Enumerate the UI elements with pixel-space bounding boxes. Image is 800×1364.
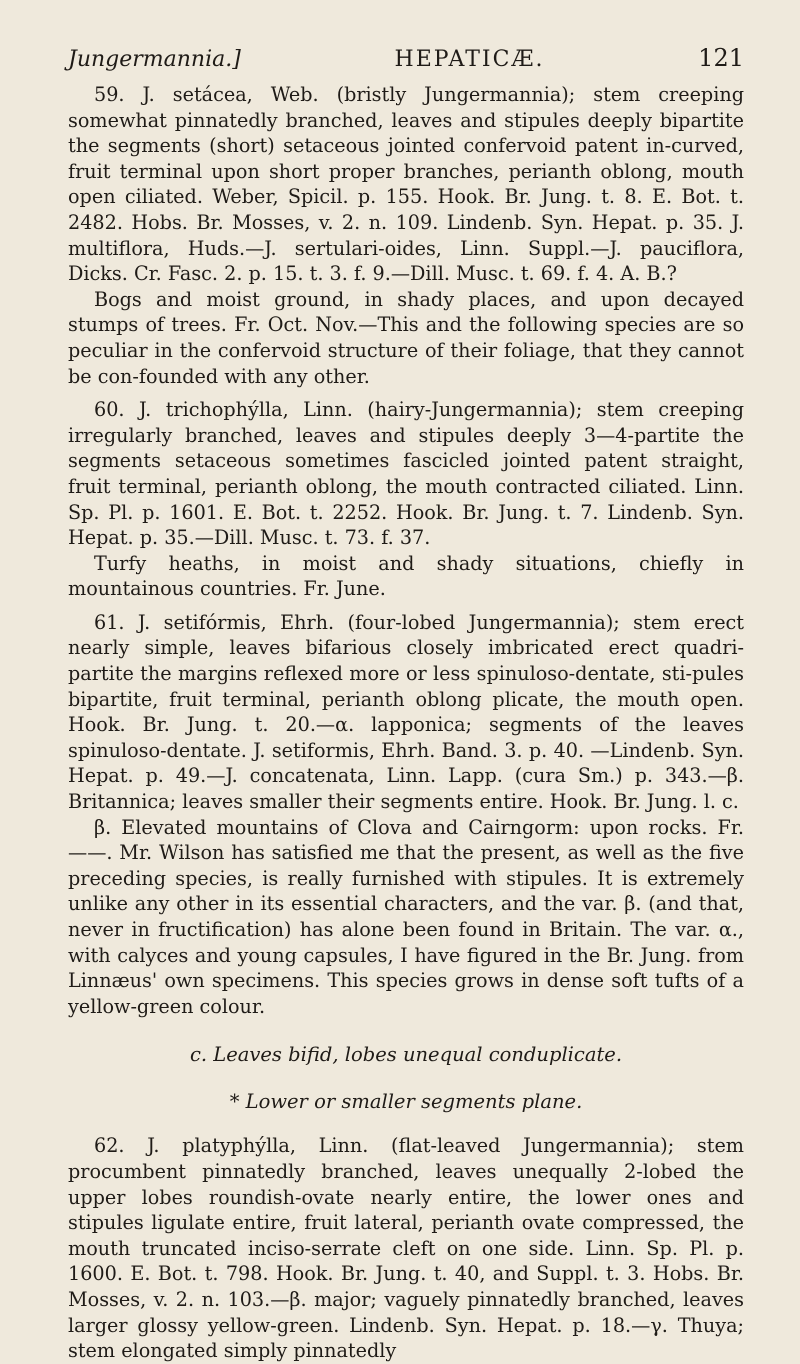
species-59-description: 59. J. setácea, Web. (bristly Jungermannia); stem creeping somewhat pinnatedly branched, leaves and stipules deeply bipartite the segments (short) setaceous jointed confervoid patent in-curved, fruit terminal upon short proper branches, perianth oblong, mouth open ciliated. Weber, Spicil. p. 155. Hook. Br. Jung. t. 8. E. Bot. t. 2482. Hobs. Br. Mosses, v. 2. n. 109. Lindenb. Syn. Hepat. p. 35. J. multiflora, Huds.—J. sertulari-oides, Linn. Suppl.—J. pauciflora, Dicks. Cr. Fasc. 2. p. 15. t. 3. f. 9.—Dill. Musc. t. 69. f. 4. A. B.? [68, 83, 744, 286]
species-60-habitat: Turfy heaths, in moist and shady situations, chiefly in mountainous countries. Fr. June. [68, 551, 744, 601]
species-62-description: 62. J. platyphýlla, Linn. (flat-leaved Jungermannia); stem procumbent pinnatedly branched, leaves unequally 2-lobed the upper lobes roundish-ovate nearly entire, the lower ones and stipules ligulate entire, fruit lateral, perianth ovate compressed, the mouth truncated inciso-serrate cleft on one side. Linn. Sp. Pl. p. 1600. E. Bot. t. 798. Hook. Br. Jung. t. 40, and Suppl. t. 3. Hobs. Br. Mosses, v. 2. n. 103.—β. major; vaguely pinnatedly branched, leaves larger glossy yellow-green. Lindenb. Syn. Hepat. p. 18.—γ. Thuya; stem elongated simply pinnatedly [68, 1134, 744, 1363]
species-61-description: 61. J. setifórmis, Ehrh. (four-lobed Jungermannia); stem erect nearly simple, leaves bifarious closely imbricated erect quadri-partite the margins reflexed more or less spinuloso-dentate, sti-pules bipartite, fruit terminal, perianth oblong plicate, the mouth open. Hook. Br. Jung. t. 20.—α. lapponica; segments of the leaves spinuloso-dentate. J. setiformis, Ehrh. Band. 3. p. 40. —Lindenb. Syn. Hepat. p. 49.—J. concatenata, Linn. Lapp. (cura Sm.) p. 343.—β. Britannica; leaves smaller their segments entire. Hook. Br. Jung. l. c. [68, 610, 744, 814]
header-section: HEPATICÆ. [394, 47, 545, 72]
subsection-heading: * Lower or smaller segments plane. [229, 1090, 583, 1114]
section-heading-c: c. Leaves bifid, lobes unequal conduplicate. [189, 1043, 623, 1067]
species-60-description: 60. J. trichophýlla, Linn. (hairy-Jungermannia); stem creeping irregularly branched, leaves and stipules deeply 3—4-partite the segments setaceous sometimes fascicled jointed patent straight, fruit terminal, perianth oblong, the mouth contracted ciliated. Linn. Sp. Pl. p. 1601. E. Bot. t. 2252. Hook. Br. Jung. t. 7. Lindenb. Syn. Hepat. p. 35.—Dill. Musc. t. 73. f. 37. [68, 398, 744, 550]
running-header [68, 44, 744, 72]
header-genus: Jungermannia.] [68, 47, 241, 72]
species-59-habitat: Bogs and moist ground, in shady places, and upon decayed stumps of trees. Fr. Oct. Nov.—This and the following species are so peculiar in the confervoid structure of their foliage, that they cannot be con-founded with any other. [68, 287, 744, 388]
species-61-habitat: β. Elevated mountains of Clova and Cairngorm: upon rocks. Fr.——. Mr. Wilson has satisfied me that the present, as well as the five preceding species, is really furnished with stipules. It is extremely unlike any other in its essential characters, and the var. β. (and that, never in fructification) has alone been found in Britain. The var. α., with calyces and young capsules, I have figured in the Br. Jung. from Linnæus' own specimens. This species grows in dense soft tufts of a yellow-green colour. [68, 815, 744, 1018]
page-number: 121 [698, 44, 744, 72]
